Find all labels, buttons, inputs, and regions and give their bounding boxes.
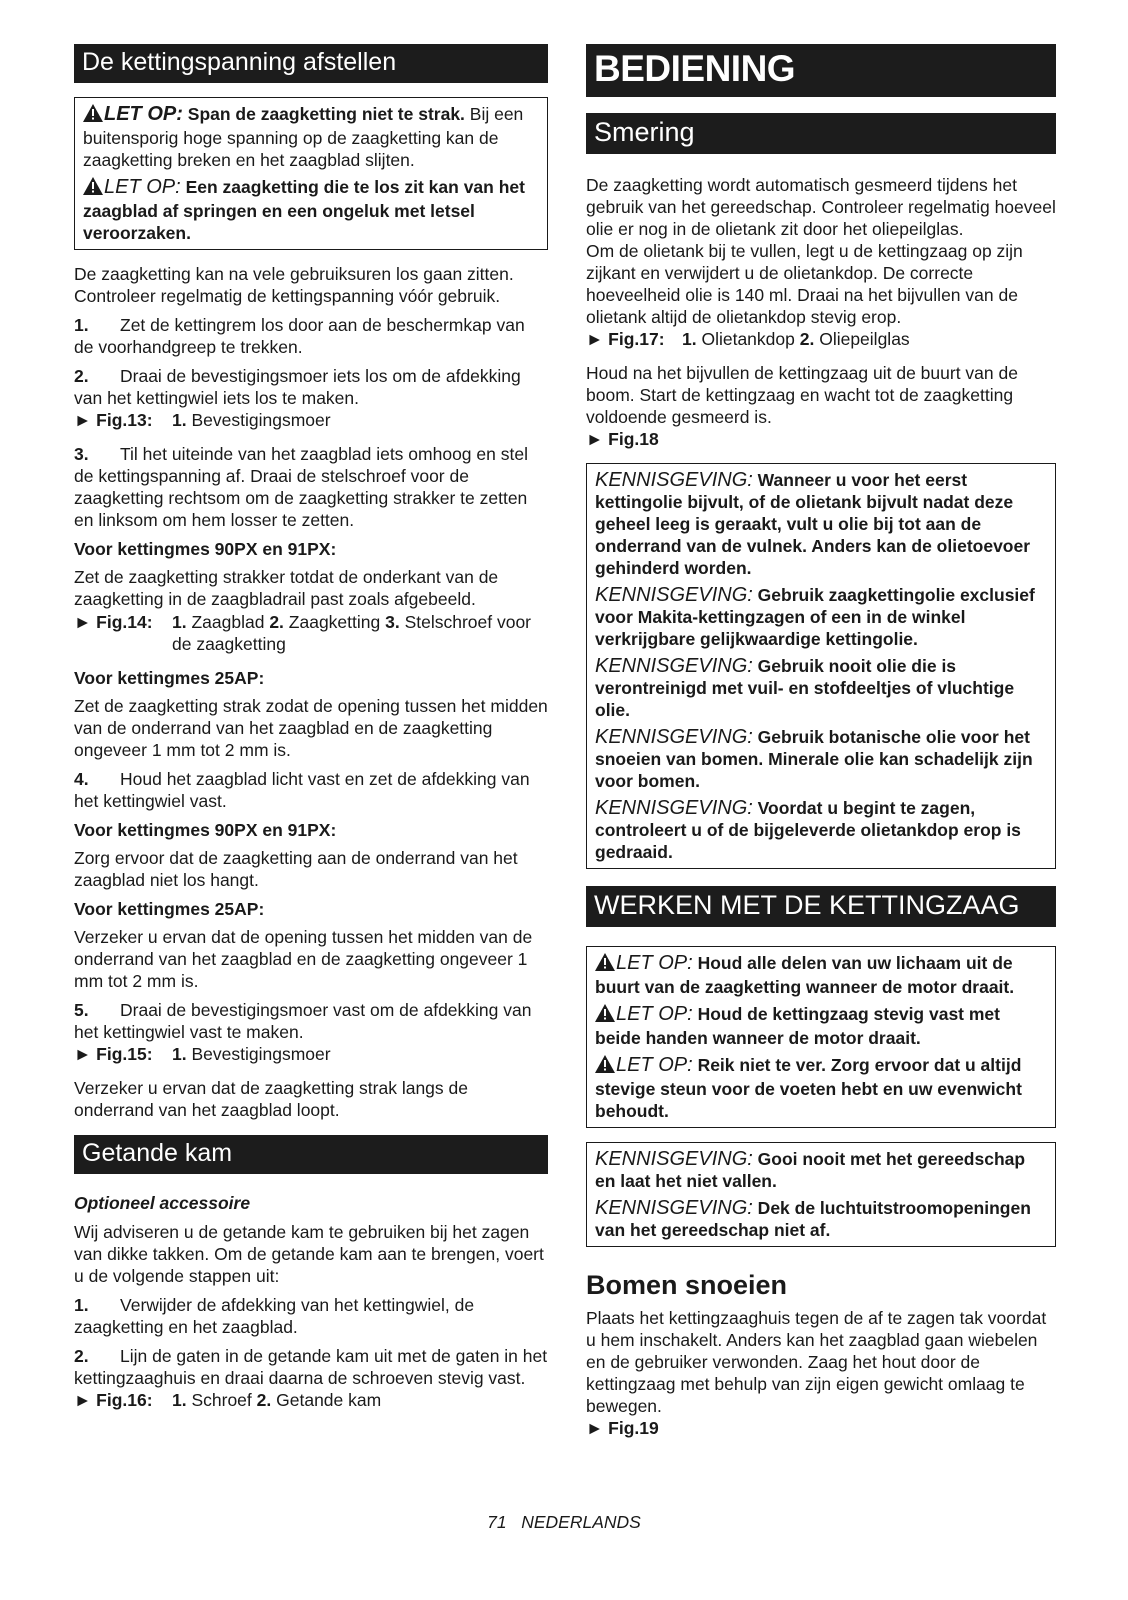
figure-caption: 1. Olietankdop 2. Oliepeilglas [682, 329, 910, 349]
figure-reference-15 [74, 1043, 548, 1065]
step-text: Til het uiteinde van het zaagblad iets omhoog en stel de kettingspanning af. Draai de stelschroef voor de zaagketting rechtsom om de zaagketting strakker te zetten en linksom om hem losser te zetten. [74, 444, 528, 530]
caution-3 [595, 1054, 1047, 1122]
paragraph: Zorg ervoor dat de zaagketting aan de onderrand van het zaagblad niet los hangt. [74, 848, 518, 890]
notice-text: Gooi nooit met het gereedschap en laat het niet vallen. [595, 1149, 1026, 1191]
paragraph: Om de olietank bij te vullen, legt u de kettingzaag op zijn zijkant en verwijdert u de olietankdop. De correcte hoeveelheid olie is 140 ml. Draai na het bijvullen van de olietank altijd de olietankdop stevig erop. [586, 241, 1023, 327]
subheading: Voor kettingmes 90PX en 91PX: [74, 539, 337, 559]
notice-5 [595, 797, 1047, 863]
notice-text: Dek de luchtuitstroomopeningen van het gereedschap niet af. [595, 1198, 1031, 1240]
caution-2 [595, 1003, 1047, 1049]
step-text: Draai de bevestigingsmoer iets los om de afdekking van het kettingwiel iets los te maken. [74, 366, 521, 408]
paragraph: Houd na het bijvullen de kettingzaag uit de buurt van de boom. Start de kettingzaag en wacht tot de zaagketting voldoende gesmeerd is. [586, 363, 1018, 427]
notice-box [586, 463, 1056, 869]
paragraph: Verzeker u ervan dat de opening tussen het midden van de onderrand van het zaagblad en de zaagketting ongeveer 1 mm tot 2 mm is. [74, 927, 533, 991]
step-number: 3. [74, 444, 89, 464]
notice-text: Gebruik nooit olie die is verontreinigd met vuil- en stofdeeltjes of vluchtige olie. [595, 656, 1015, 720]
subheading: Voor kettingmes 25AP: [74, 899, 265, 919]
intro-paragraph: De zaagketting kan na vele gebruiksuren los gaan zitten. Controleer regelmatig de kettingspanning vóór gebruik. [74, 264, 514, 306]
caution-bold-text: Span de zaagketting niet te strak. [187, 104, 465, 124]
warning-triangle-icon [595, 1055, 615, 1078]
step-text: Draai de bevestigingsmoer vast om de afdekking van het kettingwiel vast te maken. [74, 1000, 532, 1042]
caution-label: LET OP: [616, 952, 693, 974]
caution-text: Houd de kettingzaag stevig vast met beide handen wanneer de motor draait. [595, 1004, 1000, 1048]
caution-2 [83, 176, 539, 244]
subheading: Voor kettingmes 90PX en 91PX: [74, 820, 337, 840]
step-number: 4. [74, 769, 89, 789]
step-3 [74, 443, 548, 531]
section-heading-werken: WERKEN MET DE KETTINGZAAG [586, 886, 1056, 927]
figure-caption: 1. Schroef 2. Getande kam [172, 1390, 382, 1410]
warning-triangle-icon [83, 177, 103, 200]
paragraph: De zaagketting wordt automatisch gesmeerd tijdens het gebruik van het gereedschap. Controleer regelmatig hoeveel olie er nog in de olietank zit door het oliepeilglas. [586, 175, 1056, 239]
notice-1 [595, 469, 1047, 579]
paragraph: Verzeker u ervan dat de zaagketting strak langs de onderrand van het zaagblad loopt. [74, 1078, 468, 1120]
right-column [586, 44, 1056, 1446]
caution-box [74, 97, 548, 250]
caution-1 [83, 103, 539, 171]
notice-text: Gebruik zaagkettingolie exclusief voor Makita-kettingzagen of een in de winkel verkrijgbare gelijkwaardige kettingolie. [595, 585, 1035, 649]
figure-reference-14 [74, 611, 548, 655]
figure-label: ► Fig.13: [74, 410, 153, 430]
figure-caption: 1. Bevestigingsmoer [172, 1044, 331, 1064]
step-number: 2. [74, 366, 89, 386]
caution-1 [595, 952, 1047, 998]
notice-4 [595, 726, 1047, 792]
step-text: Houd het zaagblad licht vast en zet de afdekking van het kettingwiel vast. [74, 769, 530, 811]
notice-7 [595, 1197, 1047, 1241]
notice-label: KENNISGEVING: [595, 1148, 753, 1170]
paragraph: Plaats het kettingzaaghuis tegen de af te zagen tak voordat u hem inschakelt. Anders kan het zaagblad gaan wiebelen en de gebruiker verwonden. Zaag het hout door de kettingzaag met behulp van zijn eigen gewicht omlaag te bewegen. [586, 1308, 1047, 1416]
caution-label: LET OP: [616, 1003, 693, 1025]
figure-reference-16 [74, 1389, 548, 1411]
notice-label: KENNISGEVING: [595, 469, 753, 491]
subheading: Voor kettingmes 25AP: [74, 668, 265, 688]
step-number: 5. [74, 1000, 89, 1020]
step-number: 1. [74, 1295, 89, 1315]
notice-6 [595, 1148, 1047, 1192]
figure-reference-13 [74, 409, 548, 431]
step-text: Zet de kettingrem los door aan de beschermkap van de voorhandgreep te trekken. [74, 315, 525, 357]
kam-step-1 [74, 1294, 548, 1338]
kam-step-2 [74, 1345, 548, 1389]
warning-triangle-icon [595, 953, 615, 976]
page-footer: 71 NEDERLANDS [487, 1512, 641, 1532]
caution-text: Bij een buitensporig hoge spanning op de zaagketting kan de zaagketting breken en het zaagblad slijten. [83, 104, 524, 170]
optional-accessory-label: Optioneel accessoire [74, 1193, 251, 1213]
figure-caption: 1. Bevestigingsmoer [172, 410, 331, 430]
step-text: Lijn de gaten in de getande kam uit met de gaten in het kettingzaaghuis en draai daarna de schroeven stevig vast. [74, 1346, 548, 1388]
step-number: 2. [74, 1346, 89, 1366]
caution-text: Reik niet te ver. Zorg ervoor dat u altijd stevige steun voor de voeten hebt en uw evenwicht behoudt. [595, 1055, 1022, 1121]
step-4 [74, 768, 548, 812]
warning-triangle-icon [83, 104, 103, 127]
step-1 [74, 314, 548, 358]
figure-label: ► Fig.17: [586, 329, 665, 349]
step-text: Verwijder de afdekking van het kettingwiel, de zaagketting en het zaagblad. [74, 1295, 475, 1337]
paragraph: Zet de zaagketting strak zodat de opening tussen het midden van de onderrand van het zaagblad en de zaagketting ongeveer 1 mm tot 2 mm is. [74, 696, 548, 760]
figure-reference-17 [586, 328, 1056, 350]
caution-box [586, 946, 1056, 1128]
figure-reference-19: ► Fig.19 [586, 1418, 659, 1438]
chapter-heading-bediening: BEDIENING [586, 44, 1056, 97]
notice-label: KENNISGEVING: [595, 726, 753, 748]
caution-label: LET OP: [616, 1054, 693, 1076]
section-heading-smering: Smering [586, 113, 1056, 154]
notice-2 [595, 584, 1047, 650]
figure-label: ► Fig.16: [74, 1390, 153, 1410]
notice-label: KENNISGEVING: [595, 797, 753, 819]
notice-box [586, 1142, 1056, 1247]
caution-text: Houd alle delen van uw lichaam uit de buurt van de zaagketting wanneer de motor draait. [595, 953, 1015, 997]
notice-label: KENNISGEVING: [595, 1197, 753, 1219]
figure-reference-18: ► Fig.18 [586, 429, 659, 449]
notice-text: Gebruik botanische olie voor het snoeien van bomen. Minerale olie kan schadelijk zijn voor bomen. [595, 727, 1033, 791]
caution-bold-text: Een zaagketting die te los zit kan van het zaagblad af springen en een ongeluk met letsel veroorzaken. [83, 177, 525, 243]
notice-text: Voordat u begint te zagen, controleert u of de bijgeleverde olietankdop erop is gedraaid. [595, 798, 1021, 862]
figure-label: ► Fig.14: [74, 612, 153, 632]
paragraph: Zet de zaagketting strakker totdat de onderkant van de zaagketting in de zaagbladrail past zoals afgebeeld. [74, 567, 499, 609]
warning-triangle-icon [595, 1004, 615, 1027]
figure-label: ► Fig.15: [74, 1044, 153, 1064]
subsection-heading-bomen-snoeien: Bomen snoeien [586, 1270, 788, 1300]
figure-caption: 1. Zaagblad 2. Zaagketting 3. Stelschroef voor de zaagketting [172, 612, 532, 654]
notice-text: Wanneer u voor het eerst kettingolie bijvult, of de olietank bijvult nadat deze geheel leeg is geraakt, vult u olie bij tot aan de onderrand van de vulnek. Anders kan de olietoevoer gehinderd worden. [595, 470, 1031, 578]
left-column [74, 44, 548, 1423]
step-2 [74, 365, 548, 409]
notice-label: KENNISGEVING: [595, 584, 753, 606]
paragraph: Wij adviseren u de getande kam te gebruiken bij het zagen van dikke takken. Om de getande kam aan te brengen, voert u de volgende stappen uit: [74, 1222, 544, 1286]
step-5 [74, 999, 548, 1043]
step-number: 1. [74, 315, 89, 335]
notice-3 [595, 655, 1047, 721]
section-heading-getande-kam: Getande kam [74, 1135, 548, 1174]
notice-label: KENNISGEVING: [595, 655, 753, 677]
caution-label: LET OP: [104, 103, 183, 125]
section-heading-kettingspanning: De kettingspanning afstellen [74, 44, 548, 83]
caution-label: LET OP: [104, 176, 181, 198]
